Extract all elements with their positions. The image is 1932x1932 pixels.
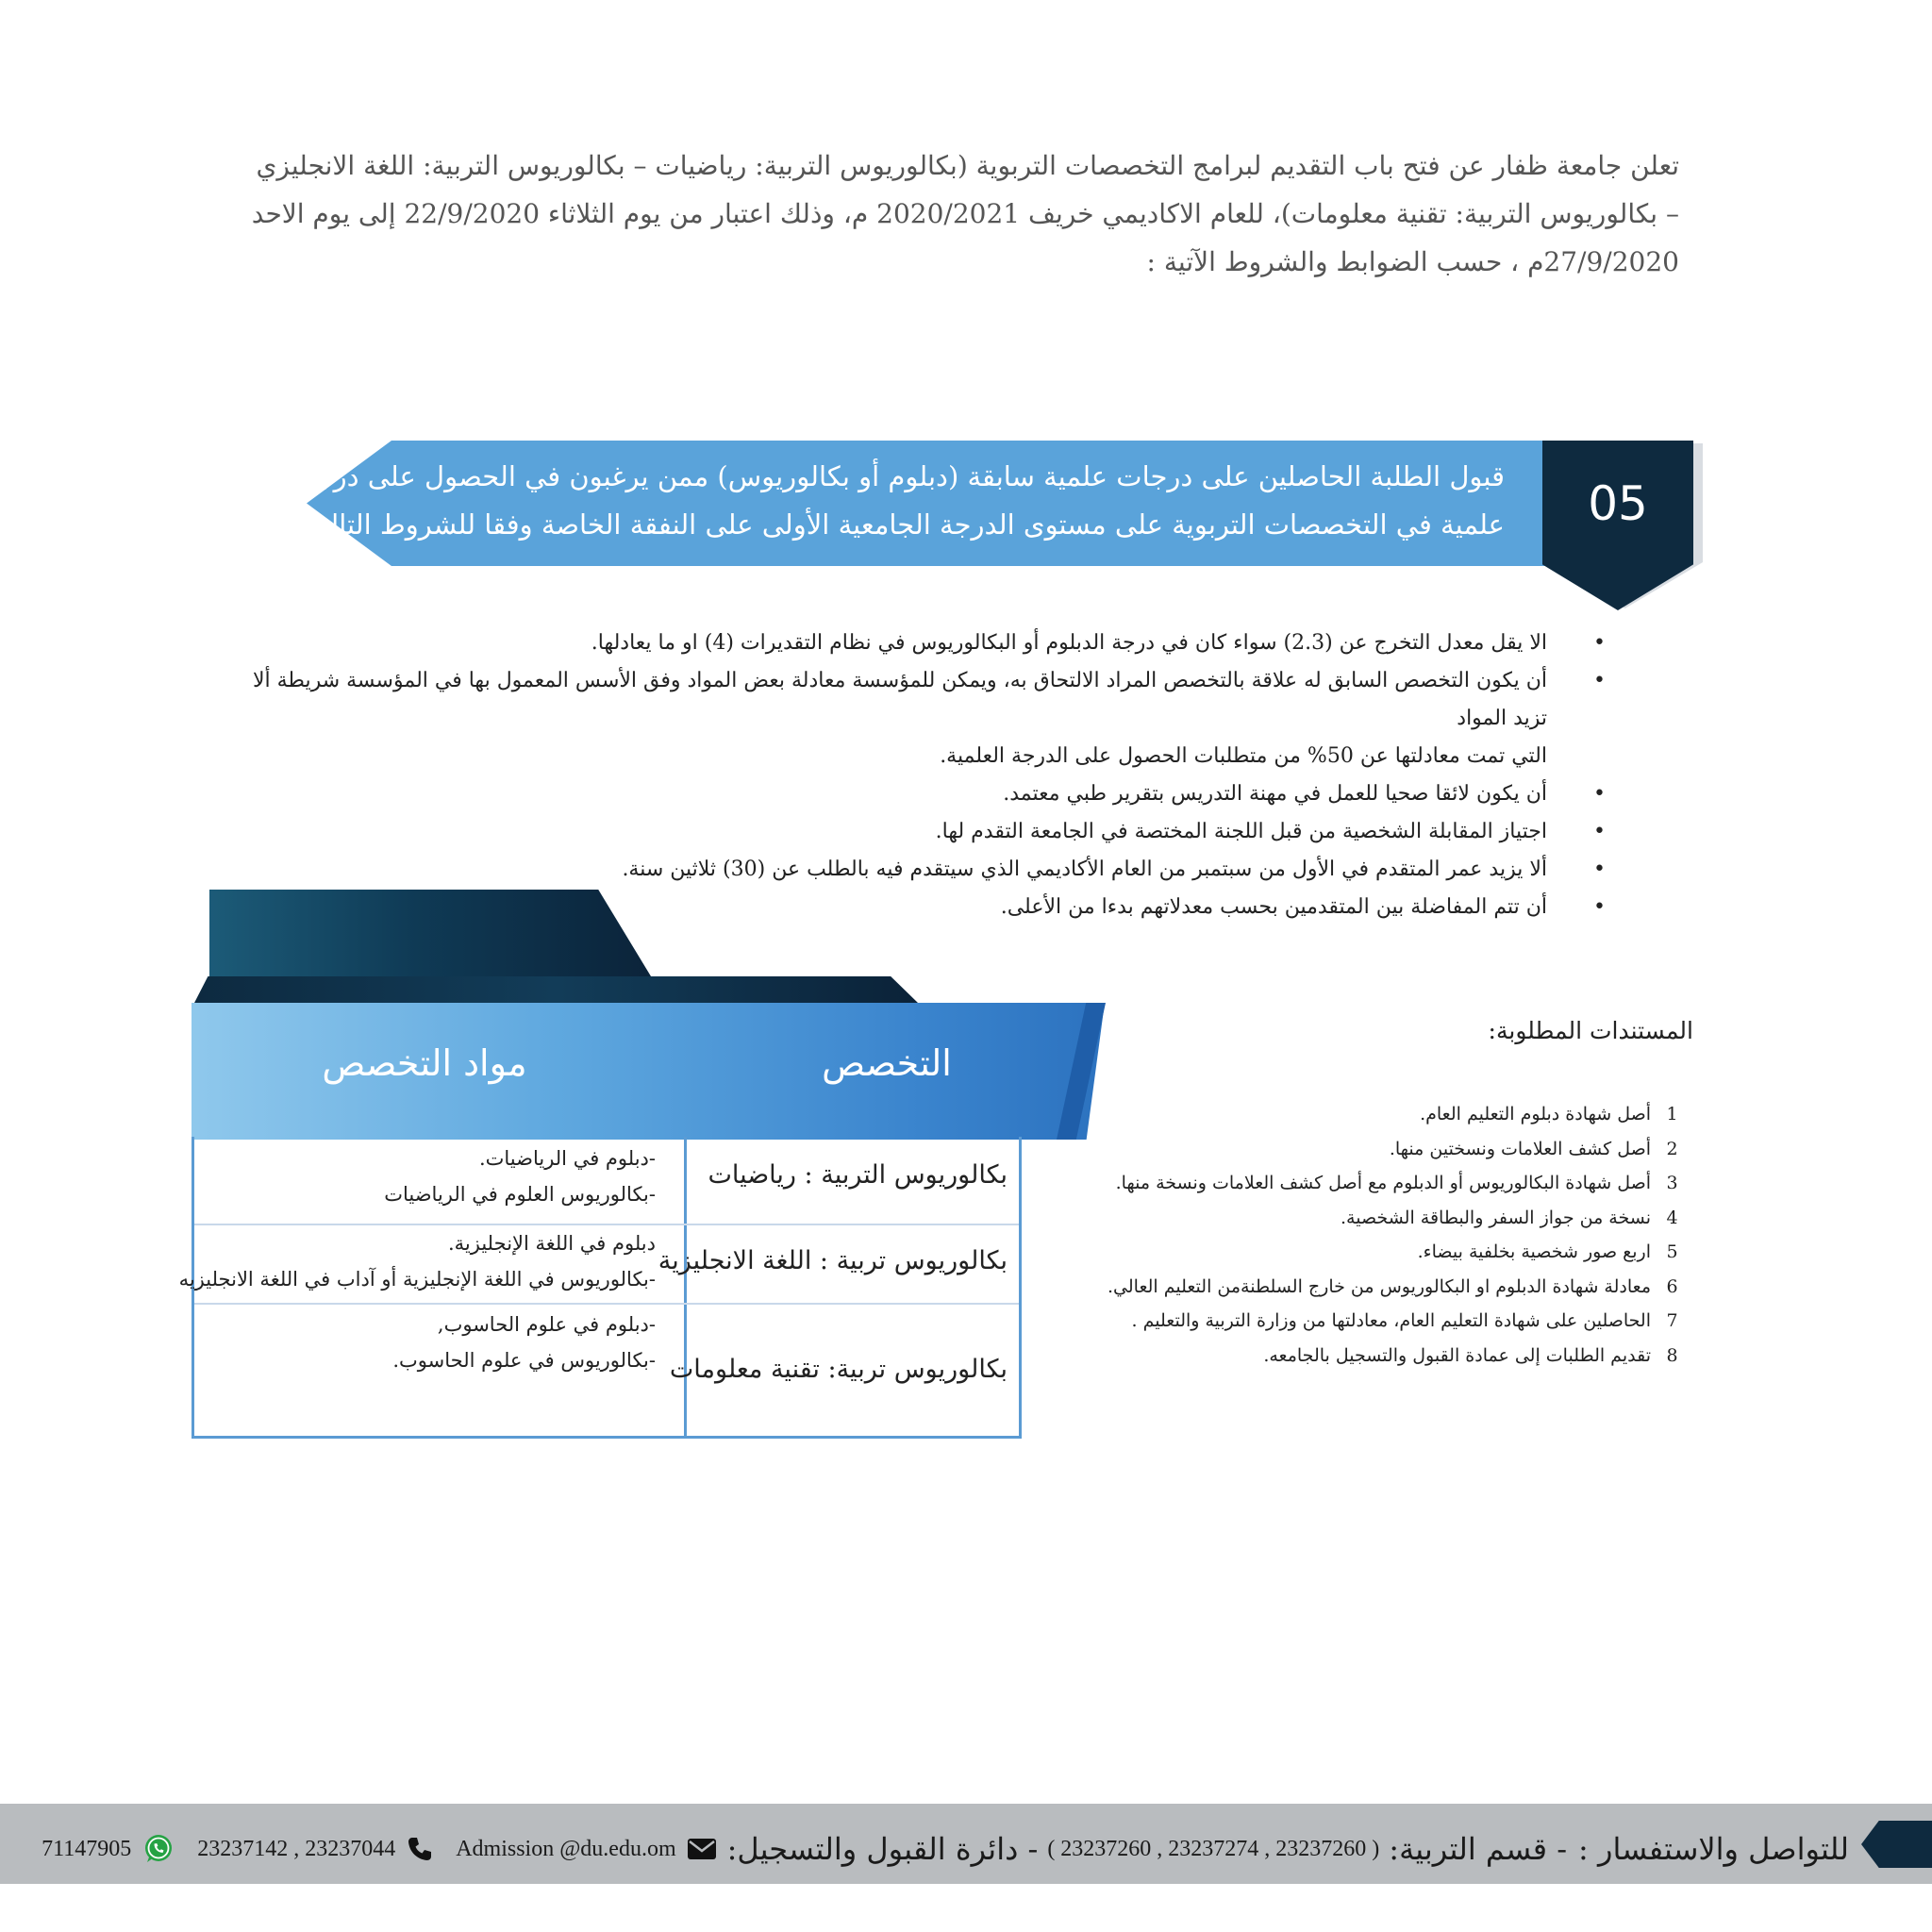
- document-text: تقديم الطلبات إلى عمادة القبول والتسجيل بالجامعه.: [1263, 1344, 1651, 1366]
- bullet: •: [1593, 669, 1606, 692]
- table-deco-band: [193, 976, 920, 1005]
- email-address[interactable]: Admission @du.edu.om: [456, 1836, 676, 1861]
- specialty-cell: بكالوريوس تربية : اللغة الانجليزية: [658, 1246, 1008, 1275]
- column-header-subjects: مواد التخصص: [322, 1042, 527, 1084]
- subject-line: -بكالوريوس في علوم الحاسوب.: [392, 1349, 656, 1372]
- list-item: [1038, 1270, 1693, 1305]
- intro-line: 27/9/2020م ، حسب الضوابط والشروط الآتية :: [1146, 246, 1679, 277]
- section-title-line: علمية في التخصصات التربوية على مستوى الدرجة الجامعية الأولى على النفقة الخاصة وفقا للشروط التالية :: [290, 508, 1505, 541]
- subjects-cell: [392, 1307, 656, 1378]
- subject-line: دبلوم في اللغة الإنجليزية.: [447, 1232, 656, 1255]
- subject-line: -دبلوم في علوم الحاسوب,: [437, 1313, 656, 1336]
- whatsapp-icon: [142, 1833, 175, 1865]
- documents-list: [1038, 1097, 1693, 1373]
- bullet: •: [1593, 631, 1606, 655]
- condition-text: أن تتم المفاضلة بين المتقدمين بحسب معدلاتهم بدءا من الأعلى.: [1000, 895, 1547, 919]
- envelope-icon: [688, 1839, 716, 1859]
- documents-title: المستندات المطلوبة:: [1488, 1017, 1693, 1044]
- list-item: [245, 813, 1613, 851]
- condition-text: الا يقل معدل التخرج عن (2.3) سواء كان في درجة الدبلوم أو البكالوريوس في نظام التقديرات (4) او ما يعادلها.: [591, 631, 1547, 655]
- table-row: [194, 1303, 1019, 1435]
- phone-icon: [407, 1836, 433, 1862]
- document-text: أصل شهادة دبلوم التعليم العام.: [1420, 1104, 1651, 1124]
- bullet: •: [1593, 820, 1606, 843]
- bullet: •: [1593, 858, 1606, 881]
- specialties-table: [178, 1137, 1022, 1439]
- section-title: [282, 453, 1505, 549]
- condition-continuation: التي تمت معادلتها عن 50% من متطلبات الحصول على الدرجة العلمية.: [940, 744, 1547, 768]
- list-item: [245, 851, 1613, 889]
- subjects-cell: [179, 1225, 656, 1297]
- item-number: 4: [1666, 1207, 1678, 1228]
- condition-text: ألا يزيد عمر المتقدم في الأول من سبتمبر من العام الأكاديمي الذي سيتقدم فيه بالطلب عن (30) ثلاثين سنة.: [622, 858, 1547, 881]
- document-text: أصل كشف العلامات ونسختين منها.: [1389, 1138, 1651, 1159]
- intro-line: – بكالوريوس التربية: تقنية معلومات)، للعام الاكاديمي خريف 2020/2021 م، وذلك اعتبار من يوم الثلاثاء 22/9/2020 إلى يوم الاحد: [251, 198, 1679, 229]
- subject-line: -دبلوم في الرياضيات.: [478, 1147, 656, 1170]
- item-number: 8: [1666, 1344, 1678, 1366]
- subject-line: -بكالوريوس العلوم في الرياضيات: [384, 1183, 656, 1206]
- item-number: 2: [1666, 1138, 1678, 1159]
- list-item: [1038, 1132, 1693, 1167]
- list-item: [1038, 1166, 1693, 1201]
- bullet: •: [1593, 782, 1606, 806]
- list-item: [1038, 1235, 1693, 1270]
- document-text: الحاصلين على شهادة التعليم العام، معادلتها من وزارة التربية والتعليم .: [1131, 1310, 1651, 1331]
- education-label: - قسم التربية:: [1389, 1831, 1568, 1867]
- column-header-specialty: التخصص: [822, 1042, 952, 1084]
- document-text: معادلة شهادة الدبلوم او البكالوريوس من خارج السلطنةمن التعليم العالي.: [1107, 1275, 1651, 1297]
- table-row: [178, 1224, 1019, 1305]
- specialty-cell: بكالوريوس التربية : رياضيات: [708, 1160, 1008, 1190]
- conditions-list: [245, 625, 1613, 926]
- section-number: 05: [1588, 476, 1648, 531]
- section-title-line: قبول الطلبة الحاصلين على درجات علمية سابقة (دبلوم أو بكالوريوس) ممن يرغبون في الحصول على درجات: [282, 460, 1505, 492]
- list-item: [1038, 1304, 1693, 1339]
- list-item: [245, 775, 1613, 813]
- specialty-cell: بكالوريوس تربية: تقنية معلومات: [669, 1355, 1008, 1384]
- list-item: [1038, 1097, 1693, 1132]
- list-item: [1038, 1201, 1693, 1236]
- phone-numbers: 23237142 , 23237044: [197, 1836, 396, 1861]
- item-number: 7: [1666, 1310, 1678, 1331]
- document-text: نسخة من جواز السفر والبطاقة الشخصية.: [1341, 1207, 1651, 1228]
- subject-line: -بكالوريوس في اللغة الإنجليزية أو آداب في اللغة الانجليزيه: [178, 1268, 656, 1291]
- item-number: 6: [1666, 1275, 1678, 1297]
- bullet: •: [1593, 895, 1606, 919]
- document-text: أصل شهادة البكالوريوس أو الدبلوم مع أصل كشف العلامات ونسخة منها.: [1115, 1173, 1651, 1193]
- education-numbers: ( 23237260 , 23237274 , 23237260 ): [1047, 1836, 1380, 1861]
- list-item: [245, 625, 1613, 662]
- condition-text: أن يكون لائقا صحيا للعمل في مهنة التدريس بتقرير طبي معتمد.: [1003, 782, 1547, 806]
- condition-text: اجتياز المقابلة الشخصية من قبل اللجنة المختصة في الجامعة التقدم لها.: [935, 820, 1547, 843]
- list-item: [1038, 1339, 1693, 1374]
- footer-contact-line: [28, 1825, 1849, 1873]
- whatsapp-number: 71147905: [42, 1836, 132, 1861]
- document-text: اربع صور شخصية بخلفية بيضاء.: [1417, 1241, 1651, 1262]
- condition-text: أن يكون التخصص السابق له علاقة بالتخصص المراد الالتحاق به، ويمكن للمؤسسة معادلة بعض المواد وفق الأسس المعمول بها في المؤسسة شريطة ألا تزيد المواد: [252, 669, 1547, 730]
- contact-label: للتواصل والاستفسار :: [1578, 1831, 1849, 1867]
- intro-paragraph: [251, 142, 1679, 286]
- item-number: 1: [1666, 1104, 1678, 1124]
- subjects-cell: [384, 1141, 656, 1212]
- item-number: 3: [1666, 1173, 1678, 1193]
- intro-line: تعلن جامعة ظفار عن فتح باب التقديم لبرامج التخصصات التربوية (بكالوريوس التربية: رياضيات – بكالوريوس التربية: اللغة الانجليزي: [256, 150, 1679, 181]
- table-row: [194, 1137, 1019, 1225]
- item-number: 5: [1666, 1241, 1678, 1262]
- list-item: [245, 662, 1613, 775]
- admission-label: - دائرة القبول والتسجيل:: [726, 1831, 1039, 1867]
